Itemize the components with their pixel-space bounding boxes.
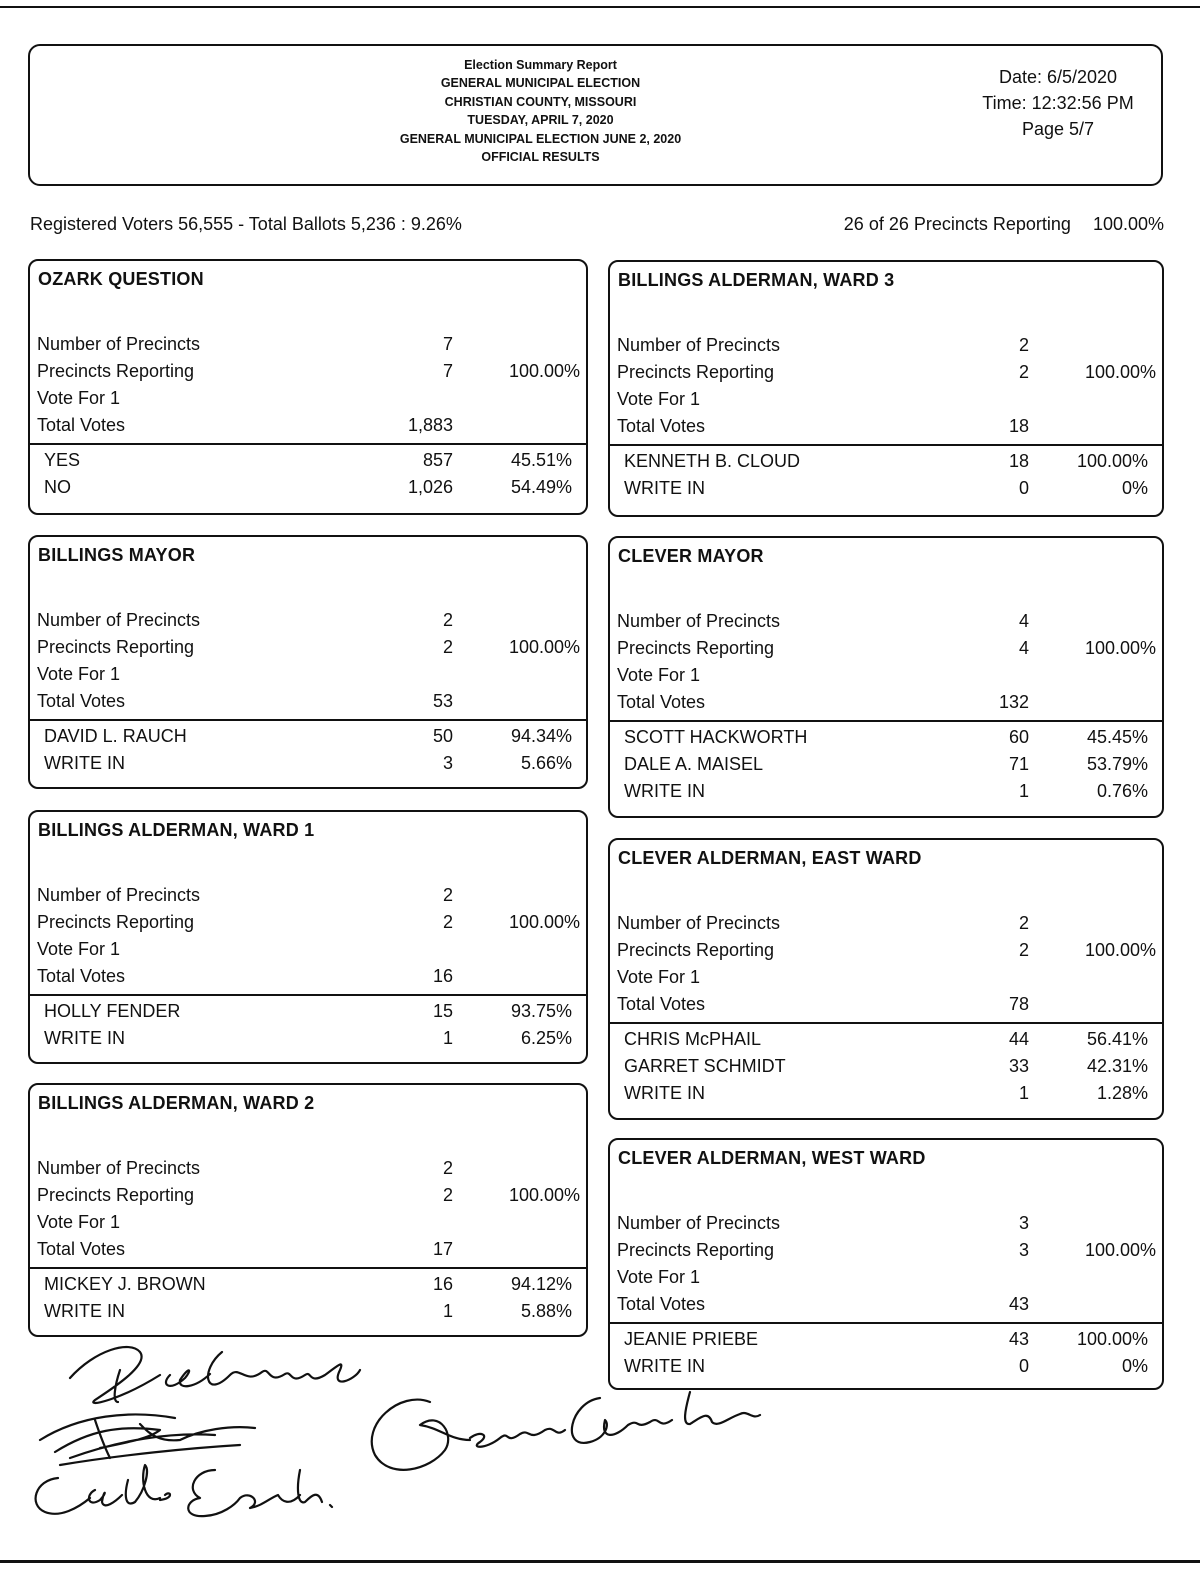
precincts-reporting-pct: 100.00% <box>508 1185 580 1205</box>
candidate-name: GARRET SCHMIDT <box>624 1056 786 1076</box>
precincts-reporting-pct: 100.00% <box>1084 362 1156 382</box>
precincts-reporting-row <box>30 358 586 385</box>
precincts-reporting-label: Precincts Reporting <box>37 912 195 932</box>
precincts-reporting-label: Precincts Reporting <box>617 940 775 960</box>
candidate-name: KENNETH B. CLOUD <box>624 451 801 471</box>
candidate-name: WRITE IN <box>44 1301 125 1321</box>
number-of-precincts-label: Number of Precincts <box>37 885 201 905</box>
vote-for-row <box>30 661 586 688</box>
vote-for-label: Vote For 1 <box>617 665 701 685</box>
candidate-name: WRITE IN <box>44 753 125 773</box>
candidate-list <box>610 724 1162 805</box>
precincts-reporting-label: Precincts Reporting <box>37 637 195 657</box>
contest-info <box>30 882 586 990</box>
results-divider <box>30 1267 586 1269</box>
total-votes-row <box>610 689 1162 716</box>
number-of-precincts-value: 2 <box>1018 335 1029 355</box>
total-votes-row <box>30 1236 586 1263</box>
number-of-precincts-row <box>30 607 586 634</box>
total-votes-value: 16 <box>432 966 453 986</box>
total-votes-label: Total Votes <box>617 692 706 712</box>
vote-for-row <box>610 1264 1162 1291</box>
precincts-reporting-pct: 100.00% <box>508 361 580 381</box>
precincts-reporting-pct: 100.00% <box>1084 1240 1156 1260</box>
election-subtitle: GENERAL MUNICIPAL ELECTION JUNE 2, 2020 <box>399 131 682 146</box>
vote-for-row <box>610 386 1162 413</box>
candidate-votes: 1 <box>442 1028 453 1048</box>
candidate-row <box>610 1053 1162 1080</box>
vote-for-row <box>30 1209 586 1236</box>
total-votes-value: 43 <box>1008 1294 1029 1314</box>
candidate-votes: 43 <box>1008 1329 1029 1349</box>
candidate-name: WRITE IN <box>624 781 705 801</box>
total-votes-row <box>610 1291 1162 1318</box>
vote-for-row <box>610 964 1162 991</box>
number-of-precincts-row <box>610 910 1162 937</box>
signature-carla <box>36 1465 332 1516</box>
precincts-reporting-value: 7 <box>442 361 453 381</box>
results-divider <box>30 994 586 996</box>
candidate-pct: 100.00% <box>1076 451 1148 471</box>
candidate-pct: 56.41% <box>1086 1029 1148 1049</box>
precincts-reporting-value: 4 <box>1018 638 1029 658</box>
candidate-row <box>610 448 1162 475</box>
vote-for-label: Vote For 1 <box>37 388 121 408</box>
precincts-reporting-pct: 100.00% <box>508 637 580 657</box>
candidate-pct: 0.76% <box>1096 781 1148 801</box>
precincts-reporting-label: Precincts Reporting <box>37 1185 195 1205</box>
election-date: TUESDAY, APRIL 7, 2020 <box>467 113 614 128</box>
precincts-reporting-label: Precincts Reporting <box>617 1240 775 1260</box>
contest-clever-alderman-east-ward <box>608 838 1164 1120</box>
number-of-precincts-row <box>610 608 1162 635</box>
candidate-name: YES <box>44 450 81 470</box>
results-divider <box>30 443 586 445</box>
total-votes-row <box>610 413 1162 440</box>
number-of-precincts-label: Number of Precincts <box>617 1213 781 1233</box>
candidate-list <box>30 998 586 1052</box>
total-votes-label: Total Votes <box>37 1239 126 1259</box>
contest-billings-alderman-ward-2 <box>28 1083 588 1337</box>
precincts-reporting-pct: 100.00% <box>1084 638 1156 658</box>
precincts-reporting-pct: 100.00% <box>508 912 580 932</box>
total-votes-label: Total Votes <box>37 691 126 711</box>
results-divider <box>610 720 1162 722</box>
candidate-name: SCOTT HACKWORTH <box>624 727 808 747</box>
contest-title: CLEVER ALDERMAN, WEST WARD <box>618 1148 926 1168</box>
contest-info <box>610 910 1162 1018</box>
number-of-precincts-label: Number of Precincts <box>617 913 781 933</box>
contest-info <box>30 1155 586 1263</box>
precincts-reporting-value: 2 <box>1018 940 1029 960</box>
candidate-votes: 0 <box>1018 1356 1029 1376</box>
number-of-precincts-label: Number of Precincts <box>37 334 201 354</box>
results-divider <box>30 719 586 721</box>
contest-clever-mayor <box>608 536 1164 818</box>
candidate-votes: 1 <box>1018 781 1029 801</box>
candidate-list <box>30 447 586 501</box>
contest-info <box>610 332 1162 440</box>
number-of-precincts-value: 4 <box>1018 611 1029 631</box>
candidate-list <box>30 723 586 777</box>
candidate-votes: 1 <box>1018 1083 1029 1103</box>
number-of-precincts-row <box>30 331 586 358</box>
precincts-reporting-label: Precincts Reporting <box>617 362 775 382</box>
total-votes-value: 132 <box>998 692 1029 712</box>
precincts-reporting-row <box>610 635 1162 662</box>
candidate-votes: 16 <box>432 1274 453 1294</box>
candidate-pct: 94.12% <box>510 1274 572 1294</box>
candidate-name: DAVID L. RAUCH <box>44 726 187 746</box>
results-divider <box>610 1322 1162 1324</box>
total-votes-value: 78 <box>1008 994 1029 1014</box>
precincts-reporting-value: 2 <box>442 637 453 657</box>
candidate-row <box>30 1025 586 1052</box>
total-votes-value: 53 <box>432 691 453 711</box>
signature-bonna-graham <box>372 1392 760 1470</box>
number-of-precincts-value: 3 <box>1018 1213 1029 1233</box>
precincts-reporting-row <box>610 937 1162 964</box>
number-of-precincts-row <box>30 882 586 909</box>
vote-for-label: Vote For 1 <box>37 939 121 959</box>
total-votes-row <box>30 963 586 990</box>
total-votes-row <box>30 688 586 715</box>
candidate-pct: 54.49% <box>510 477 572 497</box>
candidate-votes: 44 <box>1008 1029 1029 1049</box>
total-votes-label: Total Votes <box>617 1294 706 1314</box>
number-of-precincts-value: 2 <box>442 885 453 905</box>
candidate-name: DALE A. MAISEL <box>624 754 764 774</box>
results-divider <box>610 1022 1162 1024</box>
candidate-pct: 6.25% <box>520 1028 572 1048</box>
report-header <box>28 44 1163 186</box>
election-name: GENERAL MUNICIPAL ELECTION <box>440 76 641 91</box>
contest-title: CLEVER ALDERMAN, EAST WARD <box>618 848 922 868</box>
candidate-row <box>610 1080 1162 1107</box>
contest-title: BILLINGS ALDERMAN, WARD 1 <box>38 820 315 840</box>
candidate-name: WRITE IN <box>624 1083 705 1103</box>
signature-lin-russell <box>70 1347 360 1403</box>
results-status: OFFICIAL RESULTS <box>481 150 600 165</box>
number-of-precincts-label: Number of Precincts <box>617 335 781 355</box>
candidate-votes: 3 <box>442 753 453 773</box>
candidate-pct: 0% <box>1121 478 1148 498</box>
contest-billings-alderman-ward-1 <box>28 810 588 1064</box>
number-of-precincts-row <box>610 1210 1162 1237</box>
candidate-row <box>30 474 586 501</box>
total-votes-row <box>610 991 1162 1018</box>
precincts-reporting-pct: 100.00% <box>1092 214 1164 234</box>
candidate-pct: 1.28% <box>1096 1083 1148 1103</box>
candidate-row <box>610 1026 1162 1053</box>
results-divider <box>610 444 1162 446</box>
contest-title: BILLINGS MAYOR <box>38 545 196 565</box>
vote-for-label: Vote For 1 <box>617 1267 701 1287</box>
candidate-pct: 100.00% <box>1076 1329 1148 1349</box>
vote-for-label: Vote For 1 <box>617 389 701 409</box>
contest-title: OZARK QUESTION <box>38 269 204 289</box>
candidate-pct: 94.34% <box>510 726 572 746</box>
contest-billings-mayor <box>28 535 588 789</box>
candidate-list <box>30 1271 586 1325</box>
county-name: CHRISTIAN COUNTY, MISSOURI <box>444 94 637 109</box>
number-of-precincts-label: Number of Precincts <box>617 611 781 631</box>
candidate-votes: 71 <box>1008 754 1029 774</box>
total-votes-row <box>30 412 586 439</box>
candidate-name: WRITE IN <box>624 1356 705 1376</box>
report-title: Election Summary Report <box>464 58 617 72</box>
candidate-votes: 18 <box>1008 451 1029 471</box>
candidate-pct: 93.75% <box>510 1001 572 1021</box>
candidate-name: JEANIE PRIEBE <box>624 1329 759 1349</box>
candidate-pct: 45.45% <box>1086 727 1148 747</box>
candidate-row <box>30 750 586 777</box>
report-time: Time: 12:32:56 PM <box>982 93 1134 113</box>
candidate-pct: 0% <box>1121 1356 1148 1376</box>
candidate-row <box>30 1298 586 1325</box>
candidate-list <box>610 448 1162 502</box>
report-meta <box>963 64 1153 142</box>
candidate-row <box>30 998 586 1025</box>
total-votes-value: 18 <box>1008 416 1029 436</box>
precincts-reporting-row <box>610 359 1162 386</box>
contest-info <box>30 607 586 715</box>
precincts-reporting-row <box>610 1237 1162 1264</box>
precincts-reporting-label: Precincts Reporting <box>617 638 775 658</box>
candidate-name: MICKEY J. BROWN <box>44 1274 206 1294</box>
vote-for-row <box>30 936 586 963</box>
registered-voters-summary: Registered Voters 56,555 - Total Ballots 5,236 : 9.26% <box>30 214 462 234</box>
candidate-pct: 45.51% <box>510 450 572 470</box>
precincts-reporting-row <box>30 1182 586 1209</box>
candidate-row <box>30 1271 586 1298</box>
candidate-votes: 33 <box>1008 1056 1029 1076</box>
contest-billings-alderman-ward-3 <box>608 260 1164 517</box>
contest-info <box>30 331 586 439</box>
candidate-row <box>610 724 1162 751</box>
candidate-list <box>610 1026 1162 1107</box>
total-votes-label: Total Votes <box>617 416 706 436</box>
page-number: Page 5/7 <box>1021 119 1095 139</box>
vote-for-label: Vote For 1 <box>37 1212 121 1232</box>
precincts-summary <box>844 214 1164 235</box>
candidate-votes: 857 <box>422 450 453 470</box>
precincts-reporting-text: 26 of 26 Precincts Reporting <box>843 214 1071 234</box>
candidate-pct: 53.79% <box>1086 754 1148 774</box>
candidate-row <box>610 751 1162 778</box>
candidate-name: WRITE IN <box>624 478 705 498</box>
total-votes-label: Total Votes <box>37 966 126 986</box>
vote-for-label: Vote For 1 <box>617 967 701 987</box>
vote-for-row <box>30 385 586 412</box>
precincts-reporting-value: 2 <box>442 912 453 932</box>
precincts-reporting-value: 3 <box>1018 1240 1029 1260</box>
candidate-row <box>610 778 1162 805</box>
candidate-votes: 1,026 <box>407 477 453 497</box>
contest-title: BILLINGS ALDERMAN, WARD 2 <box>38 1093 315 1113</box>
candidate-votes: 50 <box>432 726 453 746</box>
candidate-pct: 42.31% <box>1086 1056 1148 1076</box>
precincts-reporting-row <box>30 909 586 936</box>
report-date: Date: 6/5/2020 <box>998 67 1118 87</box>
precincts-reporting-pct: 100.00% <box>1084 940 1156 960</box>
candidate-row <box>30 723 586 750</box>
signature-initials <box>40 1414 255 1465</box>
total-votes-label: Total Votes <box>617 994 706 1014</box>
candidate-votes: 0 <box>1018 478 1029 498</box>
precincts-reporting-label: Precincts Reporting <box>37 361 195 381</box>
candidate-pct: 5.88% <box>520 1301 572 1321</box>
contest-info <box>610 1210 1162 1318</box>
page-top-rule <box>0 6 1200 8</box>
signatures <box>0 1330 800 1560</box>
number-of-precincts-row <box>30 1155 586 1182</box>
precincts-reporting-row <box>30 634 586 661</box>
candidate-pct: 5.66% <box>520 753 572 773</box>
contest-title: BILLINGS ALDERMAN, WARD 3 <box>618 270 895 290</box>
number-of-precincts-label: Number of Precincts <box>37 610 201 630</box>
vote-for-label: Vote For 1 <box>37 664 121 684</box>
candidate-votes: 1 <box>442 1301 453 1321</box>
candidate-votes: 15 <box>432 1001 453 1021</box>
candidate-name: CHRIS McPHAIL <box>624 1029 762 1049</box>
precincts-reporting-value: 2 <box>1018 362 1029 382</box>
number-of-precincts-row <box>610 332 1162 359</box>
candidate-name: NO <box>44 477 71 497</box>
contest-info <box>610 608 1162 716</box>
candidate-row <box>610 475 1162 502</box>
contest-title: CLEVER MAYOR <box>618 546 764 566</box>
total-votes-value: 17 <box>432 1239 453 1259</box>
number-of-precincts-value: 2 <box>1018 913 1029 933</box>
candidate-votes: 60 <box>1008 727 1029 747</box>
number-of-precincts-value: 7 <box>442 334 453 354</box>
candidate-row <box>30 447 586 474</box>
candidate-name: HOLLY FENDER <box>44 1001 181 1021</box>
candidate-name: WRITE IN <box>44 1028 125 1048</box>
total-votes-value: 1,883 <box>407 415 453 435</box>
total-votes-label: Total Votes <box>37 415 126 435</box>
page-bottom-rule <box>0 1560 1200 1563</box>
number-of-precincts-label: Number of Precincts <box>37 1158 201 1178</box>
number-of-precincts-value: 2 <box>442 1158 453 1178</box>
precincts-reporting-value: 2 <box>442 1185 453 1205</box>
vote-for-row <box>610 662 1162 689</box>
number-of-precincts-value: 2 <box>442 610 453 630</box>
contest-ozark-question <box>28 259 588 515</box>
